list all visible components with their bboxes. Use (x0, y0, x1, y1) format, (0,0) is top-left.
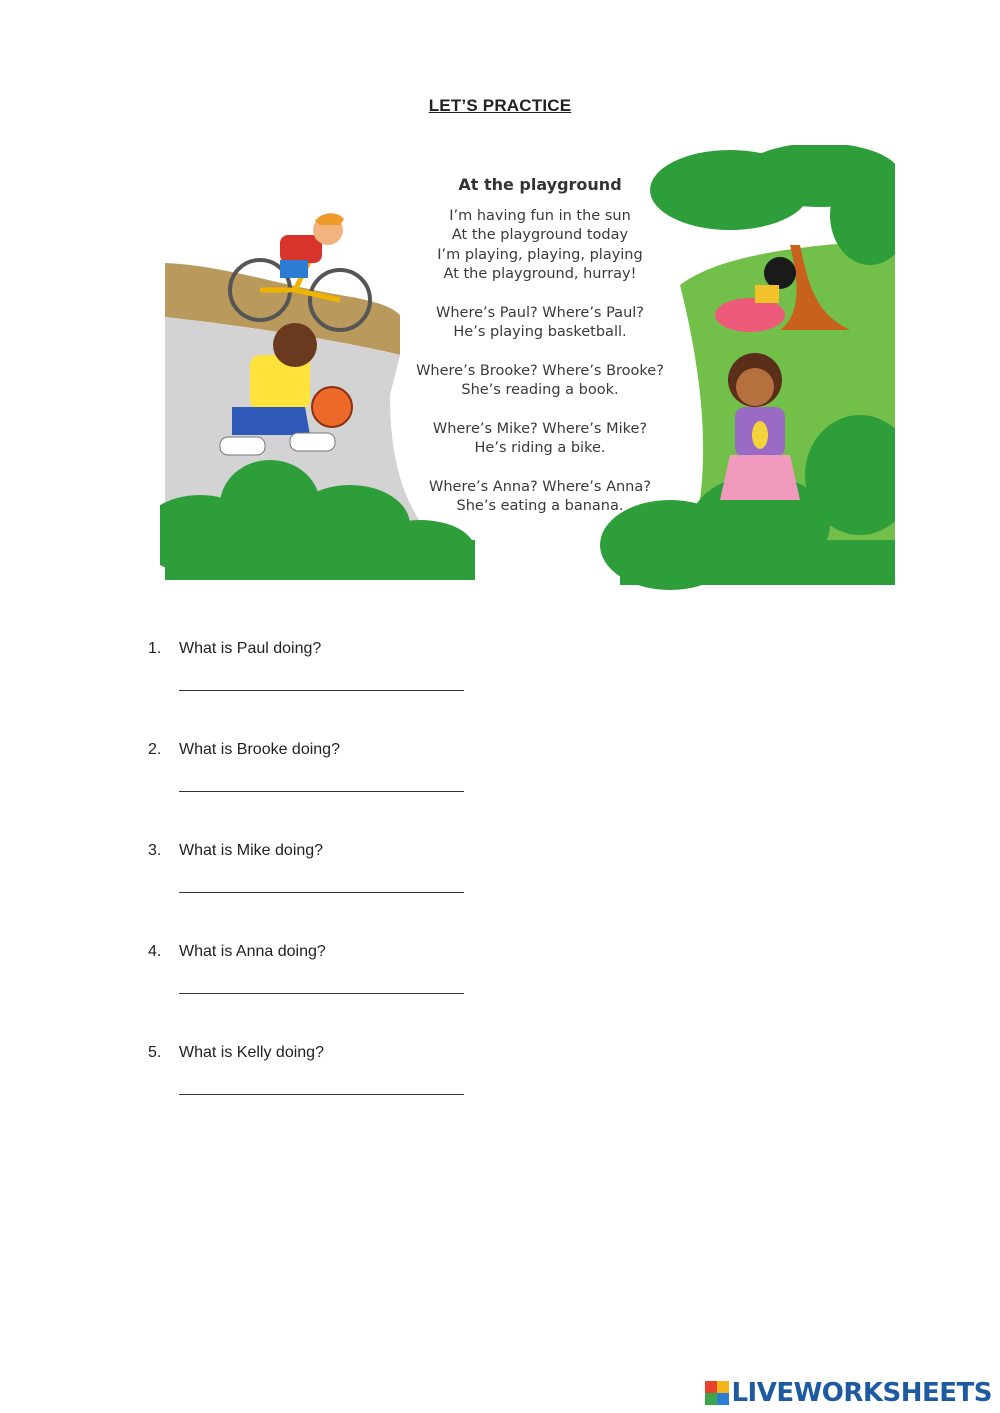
poem-stanza (395, 304, 685, 343)
question-item (148, 943, 668, 1044)
question-text: What is Brooke doing? (179, 741, 340, 758)
question-list (148, 640, 668, 1145)
question-text: What is Paul doing? (179, 640, 322, 657)
page-title: LET’S PRACTICE (428, 96, 572, 115)
question-item (148, 1044, 668, 1145)
poem-stanza (395, 478, 685, 517)
question-text: What is Mike doing? (179, 842, 324, 859)
poem-stanza (395, 362, 685, 401)
logo-square-red (705, 1381, 717, 1393)
poem-line: She’s eating a banana. (456, 498, 624, 514)
question-number: 3. (148, 842, 162, 859)
brand-name: LIVEWORKSHEETS (731, 1378, 992, 1408)
question-text: What is Anna doing? (179, 943, 326, 960)
question-item (148, 741, 668, 842)
poem-line: At the playground today (451, 227, 629, 243)
answer-blank[interactable] (179, 993, 464, 994)
answer-blank[interactable] (179, 791, 464, 792)
poem-line: He’s riding a bike. (474, 440, 606, 456)
logo-square-green (705, 1393, 717, 1405)
question-number: 5. (148, 1044, 162, 1061)
liveworksheets-logo-icon (705, 1381, 729, 1405)
question-number: 4. (148, 943, 162, 960)
question-text: What is Kelly doing? (179, 1044, 324, 1061)
poem-line: She’s reading a book. (461, 382, 619, 398)
question-number: 1. (148, 640, 162, 657)
poem-stanza (395, 420, 685, 459)
poem-line: I’m having fun in the sun (449, 207, 631, 224)
liveworksheets-brand[interactable] (705, 1378, 992, 1408)
poem (395, 175, 685, 536)
poem-line: He’s playing basketball. (453, 324, 627, 340)
answer-blank[interactable] (179, 1094, 464, 1095)
logo-square-yellow (717, 1381, 729, 1393)
answer-blank[interactable] (179, 892, 464, 893)
answer-blank[interactable] (179, 690, 464, 691)
question-item (148, 842, 668, 943)
poem-line: Where’s Paul? Where’s Paul? (436, 304, 644, 321)
poem-line: Where’s Mike? Where’s Mike? (432, 420, 648, 437)
poem-line: At the playground, hurray! (443, 266, 637, 282)
question-number: 2. (148, 741, 162, 758)
question-item (148, 640, 668, 741)
poem-stanza (395, 207, 685, 285)
poem-line: Where’s Anna? Where’s Anna? (429, 478, 651, 495)
poem-line: I’m playing, playing, playing (437, 246, 643, 263)
logo-square-blue (717, 1393, 729, 1405)
poem-title: At the playground (458, 175, 622, 194)
poem-line: Where’s Brooke? Where’s Brooke? (416, 362, 664, 379)
